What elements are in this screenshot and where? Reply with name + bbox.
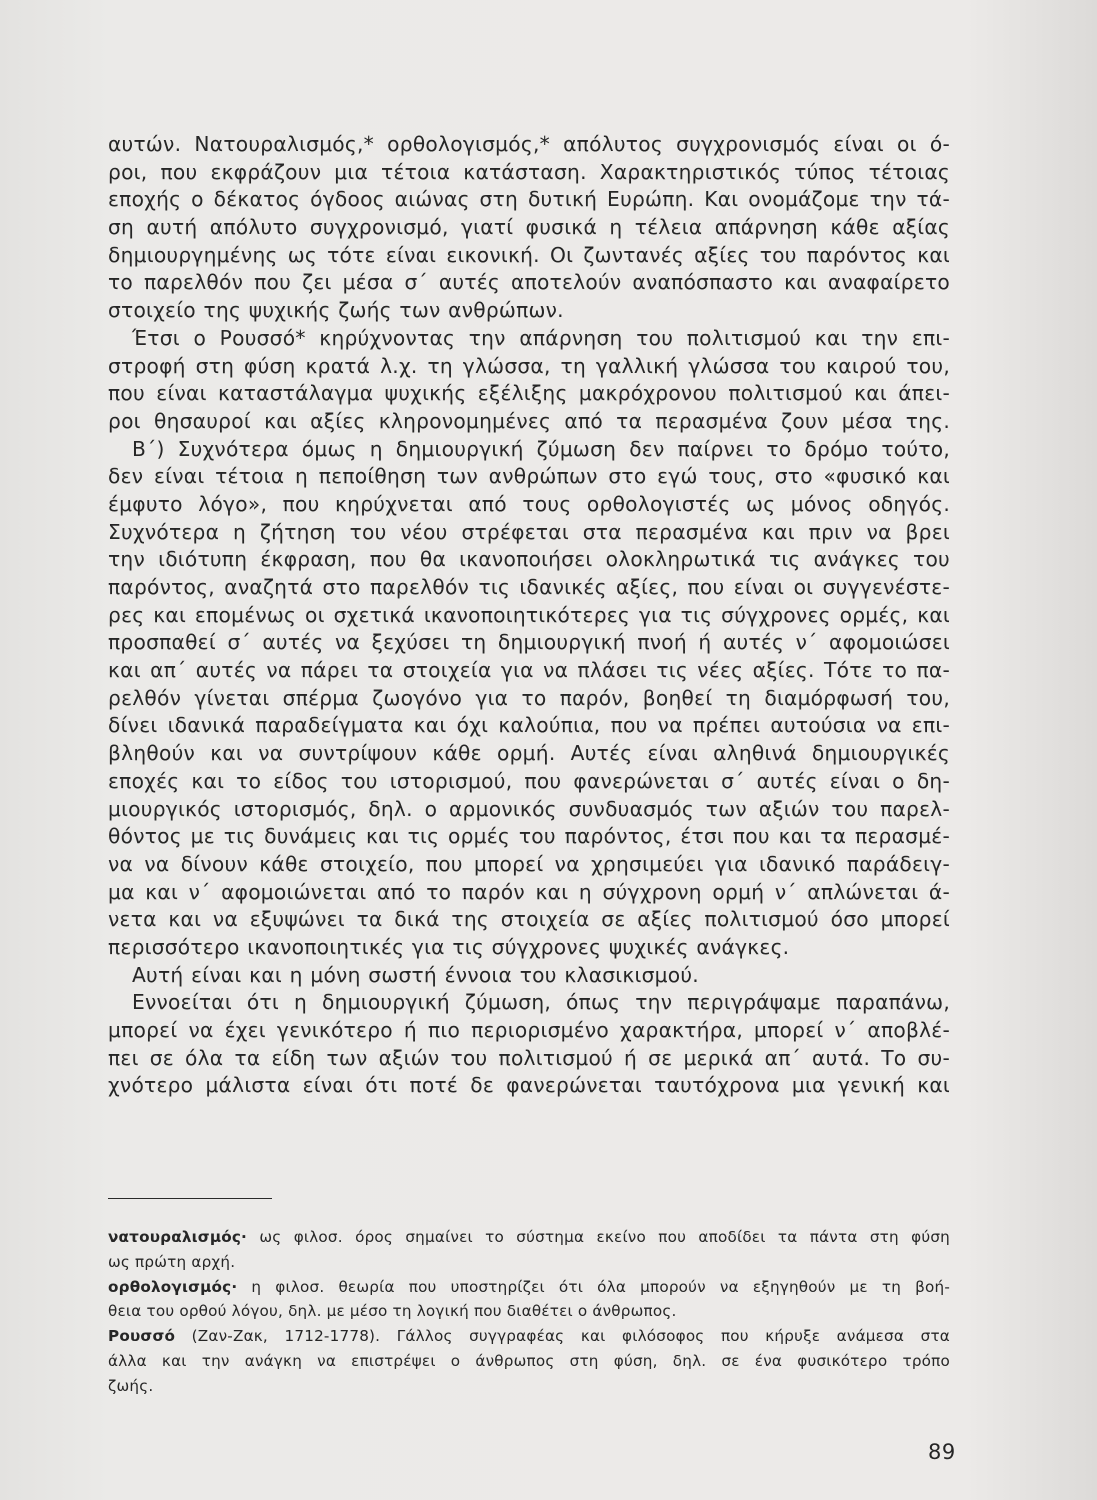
text-line: ρελθόν γίνεται σπέρμα ζωογόνο για το παρόν, βοηθεί τη διαμόρφωσή του, <box>108 685 950 710</box>
text-line: στροφή στη φύση κρατά λ.χ. τη γλώσσα, τη γαλλική γλώσσα του καιρού του, <box>108 353 950 378</box>
text-line: Αυτή είναι και η μόνη σωστή έννοια του κλασικισμού. <box>132 962 699 987</box>
text-line: Συχνότερα η ζήτηση του νέου στρέφεται στα περασμένα και πριν να βρει <box>108 519 950 544</box>
text-line: Εννοείται ότι η δημιουργική ζύμωση, όπως την περιγράψαμε παραπάνω, <box>132 990 950 1015</box>
text-line: ρες και επομένως οι σχετικά ικανοποιητικότερες για τις σύγχρονες ορμές, και <box>108 602 950 627</box>
text-line: ροι, που εκφράζουν μια τέτοια κατάσταση. Χαρακτηριστικός τύπος τέτοιας <box>108 159 950 184</box>
page-number: 89 <box>928 1440 956 1464</box>
text-line: βληθούν και να συντρίψουν κάθε ορμή. Αυτές είναι αληθινά δημιουργικές <box>108 741 950 766</box>
footnote-separator <box>108 1198 272 1199</box>
footnote-line <box>108 1275 950 1300</box>
footnote-text: ως πρώτη αρχή. <box>108 1252 236 1271</box>
footnote-term: νατουραλισμός· <box>108 1228 248 1246</box>
footnote-text: θεια του ορθού λόγου, δηλ. με μέσο τη λογική που διαθέτει ο άνθρωπος. <box>108 1302 677 1321</box>
text-line: εποχές και το είδος του ιστορισμού, που φανερώνεται σ΄ αυτές είναι ο δη- <box>108 768 950 793</box>
text-line: και απ΄ αυτές να πάρει τα στοιχεία για να πλάσει τις νέες αξίες. Τότε το πα- <box>108 658 950 683</box>
text-line: μιουργικός ιστορισμός, δηλ. ο αρμονικός συνδυασμός των αξιών του παρελ- <box>108 796 950 821</box>
footnote-line <box>108 1324 950 1349</box>
footnote <box>108 1324 950 1398</box>
text-line: την ιδιότυπη έκφραση, που θα ικανοποιήσει ολοκληρωτικά τις ανάγκες του <box>108 547 950 572</box>
text-line: εποχής ο δέκατος όγδοος αιώνας στη δυτική Ευρώπη. Και ονομάζομε την τά- <box>108 187 950 212</box>
text-line: παρόντος, αναζητά στο παρελθόν τις ιδανικές αξίες, που είναι οι συγγενέστε- <box>108 575 950 599</box>
footnote-text: ως φιλοσ. όρος σημαίνει το σύστημα εκείνο που αποδίδει τα πάντα στη φύση <box>259 1228 951 1246</box>
text-line: που είναι καταστάλαγμα ψυχικής εξέλιξης μακρόχρονου πολιτισμού και άπει- <box>108 381 950 406</box>
footnote-line <box>108 1349 950 1374</box>
main-text-block <box>108 131 950 1100</box>
text-line: χνότερο μάλιστα είναι ότι ποτέ δε φανερώνεται ταυτόχρονα μια γενική και <box>108 1073 950 1098</box>
text-line: προσπαθεί σ΄ αυτές να ξεχύσει τη δημιουργική πνοή ή αυτές ν΄ αφομοιώσει <box>108 630 950 655</box>
footnote-text: ζωής. <box>108 1376 154 1395</box>
footnote-term: ορθολογισμός· <box>108 1277 238 1296</box>
text-line: να να δίνουν κάθε στοιχείο, που μπορεί να χρησιμεύει για ιδανικό παράδειγ- <box>108 851 950 876</box>
footnote-text: άλλα και την ανάγκη να επιστρέψει ο άνθρωπος στη φύση, δηλ. σε ένα φυσικότερο τρόπο <box>108 1351 950 1370</box>
text-line: μα και ν΄ αφομοιώνεται από το παρόν και η σύγχρονη ορμή ν΄ απλώνεται ά- <box>108 879 950 904</box>
footnote-line <box>108 1225 950 1250</box>
text-line: στοιχείο της ψυχικής ζωής των ανθρώπων. <box>108 298 564 323</box>
text-line: δεν είναι τέτοια η πεποίθηση των ανθρώπων στο εγώ τους, στο «φυσικό και <box>108 464 950 489</box>
text-line: θόντος με τις δυνάμεις και τις ορμές του παρόντος, έτσι που και τα περασμέ- <box>108 824 950 849</box>
text-line: Β΄) Συχνότερα όμως η δημιουργική ζύμωση δεν παίρνει το δρόμο τούτο, <box>132 436 950 461</box>
text-line: δημιουργημένης ως τότε είναι εικονική. Οι ζωντανές αξίες του παρόντος και <box>108 242 950 267</box>
text-line: ροι θησαυροί και αξίες κληρονομημένες από τα περασμένα ζουν μέσα της. <box>108 408 950 433</box>
footnote <box>108 1275 950 1325</box>
text-line: Έτσι ο Ρουσσό* κηρύχνοντας την απάρνηση του πολιτισμού και την επι- <box>132 325 950 350</box>
text-line: έμφυτο λόγο», που κηρύχνεται από τους ορθολογιστές ως μόνος οδηγός. <box>108 491 950 516</box>
footnote-line <box>108 1374 950 1399</box>
text-line: νετα και να εξυψώνει τα δικά της στοιχεία σε αξίες πολιτισμού όσο μπορεί <box>108 907 950 932</box>
text-line: μπορεί να έχει γενικότερο ή πιο περιορισμένο χαρακτήρα, μπορεί ν΄ αποβλέ- <box>108 1018 950 1042</box>
footnote-line <box>108 1299 950 1324</box>
text-line: ση αυτή απόλυτο συγχρονισμό, γιατί φυσικά η τέλεια απάρνηση κάθε αξίας <box>108 215 950 240</box>
footnote-text: η φιλοσ. θεωρία που υποστηρίζει ότι όλα μπορούν να εξηγηθούν με τη βοή- <box>251 1277 950 1296</box>
text-line: αυτών. Νατουραλισμός,* ορθολογισμός,* απόλυτος συγχρονισμός είναι οι ό- <box>108 132 950 156</box>
footnote-text: (Ζαν-Ζακ, 1712-1778). Γάλλος συγγραφέας και φιλόσοφος που κήρυξε ανάμεσα στα <box>191 1327 950 1346</box>
text-line: το παρελθόν που ζει μέσα σ΄ αυτές αποτελούν αναπόσπαστο και αναφαίρετο <box>108 270 950 295</box>
text-line: πει σε όλα τα είδη των αξιών του πολιτισμού ή σε μερικά απ΄ αυτά. Το συ- <box>108 1045 950 1070</box>
footnotes-block <box>108 1225 950 1399</box>
text-line: περισσότερο ικανοποιητικές για τις σύγχρονες ψυχικές ανάγκες. <box>108 934 790 959</box>
footnote-line <box>108 1250 950 1275</box>
footnote-term: Ρουσσό <box>108 1327 176 1346</box>
footnote <box>108 1225 950 1275</box>
text-line: δίνει ιδανικά παραδείγματα και όχι καλούπια, που να πρέπει αυτούσια να επι- <box>108 713 950 738</box>
